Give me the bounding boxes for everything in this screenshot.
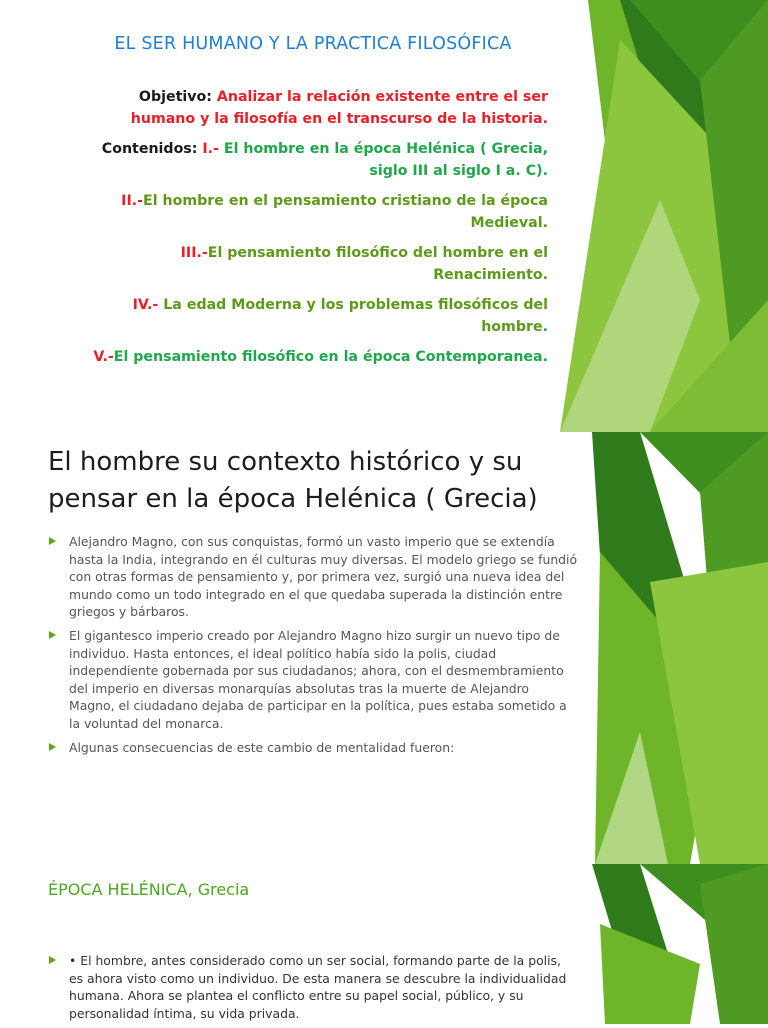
item-4-num: IV.- <box>132 297 159 313</box>
objective-label: Objetivo: <box>138 89 212 105</box>
slide-3-title: ÉPOCA HELÉNICA, Grecia <box>48 880 250 899</box>
triangle-bullet-icon <box>49 956 56 964</box>
triangle-bullet-icon <box>49 631 56 639</box>
item-1-text: El hombre en la época Helénica ( Grecia, siglo III al siglo I a. C). <box>218 141 548 179</box>
contents-item-1 <box>70 138 548 182</box>
slide-2-title: El hombre su contexto histórico y su pensar en la época Helénica ( Grecia) <box>48 447 538 514</box>
triangle-bullet-icon <box>49 743 56 751</box>
slide-2-bullet-list <box>48 533 578 762</box>
item-2-num: II.- <box>121 193 144 209</box>
list-item <box>48 952 578 1022</box>
item-3-text: El pensamiento filosófico del hombre en el Renacimiento. <box>207 245 548 283</box>
list-item <box>48 627 578 733</box>
contents-item-5 <box>70 346 548 368</box>
item-1-num: I.- <box>197 141 219 157</box>
bullet-text: • El hombre, antes considerado como un ser social, formando parte de la polis, es ahora visto como un individuo. De esta manera se descubre la individualidad humana. Ahora se plantea el conflicto entre su papel social, público, y su personalidad íntima, su vida privada. <box>69 953 567 1021</box>
item-5-text: El pensamiento filosófico en la época Contemporanea. <box>113 349 548 365</box>
contents-label: Contenidos: <box>101 141 198 157</box>
bullet-text: Algunas consecuencias de este cambio de mentalidad fueron: <box>69 739 455 755</box>
triangle-bullet-icon <box>49 537 56 545</box>
contents-item-3 <box>70 242 548 286</box>
slide-3-bullet-list <box>48 952 578 1028</box>
contents-item-4 <box>70 294 548 338</box>
slide-1-body <box>70 86 548 376</box>
slide-1-title: EL SER HUMANO Y LA PRACTICA FILOSÓFICA <box>114 34 512 54</box>
slide-1 <box>0 0 768 432</box>
bullet-text: El gigantesco imperio creado por Alejandro Magno hizo surgir un nuevo tipo de individuo. Hasta entonces, el ideal político había sido la polis, ciudad independiente gobernada por sus ciudadanos; ahora, con el desmembramiento del imperio en diversas monarquías absolutas tras la muerte de Alejandro Magno, el ciudadano dejaba de participar en la política, pues estaba sometido a la voluntad del monarca. <box>69 627 567 731</box>
list-item <box>48 533 578 621</box>
item-2-text: El hombre en el pensamiento cristiano de la época Medieval. <box>143 193 548 231</box>
item-3-num: III.- <box>180 245 208 261</box>
list-item <box>48 739 578 757</box>
item-5-num: V.- <box>93 349 114 365</box>
item-4-tail: . <box>542 319 548 335</box>
objective-text: Analizar la relación existente entre el ser humano y la filosofía en el transcurso de la historia. <box>130 89 548 127</box>
contents-item-2 <box>70 190 548 234</box>
bullet-text: Alejandro Magno, con sus conquistas, formó un vasto imperio que se extendía hasta la India, integrando en él culturas muy diversas. El modelo griego se fundió con otras formas de pensamiento y, por primera vez, surgió una nueva idea del mundo como un todo integrado en el que quedaba superada la distinción entre griegos y bárbaros. <box>69 534 578 620</box>
item-4-text: La edad Moderna y los problemas filosóficos del hombre <box>158 297 548 335</box>
objective-paragraph <box>70 86 548 130</box>
